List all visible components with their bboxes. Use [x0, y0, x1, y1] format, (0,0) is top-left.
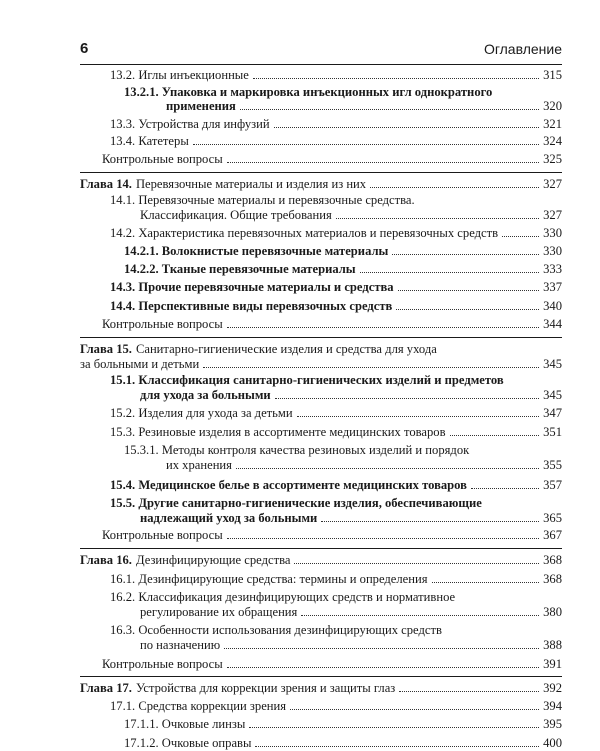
toc-page-number: 367 [543, 528, 562, 543]
toc-entry-title: 17.1.2. Очковые оправы [124, 735, 252, 750]
toc-entry-title: Дезинфицирующие средства [135, 553, 291, 568]
toc-page-number: 400 [543, 735, 562, 750]
dot-leader [224, 648, 539, 649]
dot-leader [290, 709, 539, 710]
toc-entry-title: Классификация. Общие требования [140, 207, 332, 222]
chapter-label: Глава 14. [80, 176, 132, 191]
dot-leader [301, 615, 539, 616]
toc-entry-title: Устройства для коррекции зрения и защиты глаз [135, 681, 396, 696]
toc-entry-line [110, 226, 562, 241]
toc-chapter-entry[interactable] [80, 681, 562, 696]
toc-entry-line [124, 458, 562, 473]
toc-entry-line [124, 262, 562, 277]
toc-entry-title: по назначению [140, 638, 221, 652]
toc-entry-line [110, 299, 562, 314]
toc-page-number: 394 [543, 698, 562, 713]
toc-page-number: 368 [543, 553, 562, 568]
toc-entry-title: Контрольные вопросы [102, 528, 223, 543]
toc-entry-line [102, 528, 562, 543]
toc-entry-line [110, 478, 562, 493]
toc-entry-line [110, 280, 562, 295]
toc-entry-title: 15.2. Изделия для ухода за детьми [110, 406, 293, 421]
toc-entry-line [110, 406, 562, 421]
toc-entry[interactable] [80, 496, 562, 525]
chapter-separator [80, 337, 562, 338]
toc-entry[interactable] [80, 280, 562, 295]
toc-entry-title: Санитарно-гигиенические изделия и средства для ухода [135, 341, 437, 356]
toc-entry-line [110, 373, 562, 388]
toc-entry-line [80, 357, 562, 372]
toc-entry-title: применения [166, 99, 236, 114]
dot-leader [399, 691, 539, 692]
toc-page-number: 351 [543, 424, 562, 439]
chapter-label: Глава 17. [80, 681, 132, 696]
dot-leader [236, 468, 539, 469]
toc-entry-title: Перевязочные материалы и изделия из них [135, 176, 367, 191]
toc-entry-title: 13.4. Катетеры [110, 134, 189, 149]
toc-entry-title: 15.5. Другие санитарно-гигиенические изделия, обеспечивающие [110, 496, 482, 511]
toc-page-number: 395 [543, 717, 562, 732]
toc-entry-line [110, 605, 562, 620]
toc-entry[interactable] [80, 299, 562, 314]
toc-entry-title: 14.2. Характеристика перевязочных материалов и перевязочных средств [110, 226, 499, 241]
toc-entry-title: 15.1. Классификация санитарно-гигиенических изделий и предметов [110, 373, 504, 388]
toc-entry-title: 14.1. Перевязочные материалы и перевязочные средства. [110, 193, 415, 208]
toc-entry-line [110, 638, 562, 653]
dot-leader [471, 488, 539, 489]
dot-leader [392, 254, 539, 255]
toc-entry-title: 13.3. Устройства для инфузий [110, 116, 270, 131]
toc-entry-line [110, 388, 562, 403]
dot-leader [360, 272, 539, 273]
toc-page-number: 391 [543, 656, 562, 671]
toc-page-number: 392 [543, 681, 562, 696]
toc-entry[interactable] [80, 443, 562, 472]
toc-entry[interactable] [80, 406, 562, 421]
toc-entry-title: Контрольные вопросы [102, 317, 223, 332]
toc-entry[interactable] [80, 134, 562, 149]
toc-entry-line [124, 736, 562, 751]
dot-leader [275, 398, 539, 399]
toc-page-number: 324 [543, 134, 562, 149]
toc-entry-line [80, 177, 562, 192]
toc-entry[interactable] [80, 68, 562, 83]
toc-entry-title: 14.3. Прочие перевязочные материалы и средства [110, 280, 394, 295]
chapter-separator [80, 172, 562, 173]
toc-chapter-entry[interactable] [80, 177, 562, 192]
toc-entry-line [124, 244, 562, 259]
dot-leader [193, 144, 539, 145]
toc-entry-title: 16.2. Классификация дезинфицирующих средств и нормативное [110, 590, 456, 605]
dot-leader [398, 290, 540, 291]
toc-entry[interactable] [80, 572, 562, 587]
toc-entry-title: Контрольные вопросы [102, 151, 223, 166]
toc-entry-title: 13.2.1. Упаковка и маркировка инъекционных игл однократного [124, 84, 493, 99]
dot-leader [321, 521, 539, 522]
dot-leader [297, 416, 539, 417]
toc-entry-line [110, 572, 562, 587]
toc-page-number: 327 [543, 176, 562, 191]
toc-entry-title: 16.1. Дезинфицирующие средства: термины и определения [110, 571, 428, 586]
toc-page-number: 320 [543, 99, 562, 114]
page-header [80, 40, 562, 65]
toc-entry[interactable] [80, 152, 562, 167]
toc-page-number: 347 [543, 406, 562, 421]
toc-entry[interactable] [80, 262, 562, 277]
toc-entry[interactable] [80, 590, 562, 619]
toc-entry-title: 14.2.1. Волокнистые перевязочные материалы [124, 243, 389, 258]
toc-page-number: 345 [543, 387, 562, 402]
toc-entry-title: Контрольные вопросы [102, 656, 223, 671]
toc-page-number: 355 [543, 458, 562, 473]
toc-entry-line [110, 134, 562, 149]
toc-entry-title: за больными и детьми [80, 356, 200, 371]
toc-page-number: 365 [543, 510, 562, 525]
toc-entry-line [80, 342, 562, 357]
toc-page-number: 330 [543, 226, 562, 241]
toc-entry[interactable] [80, 623, 562, 652]
toc-page-number: 337 [543, 280, 562, 295]
toc-entry-line [110, 590, 562, 605]
toc-entry[interactable] [80, 244, 562, 259]
dot-leader [450, 435, 540, 436]
toc-entry-line [124, 717, 562, 732]
dot-leader [336, 218, 539, 219]
toc-entry-line [110, 193, 562, 208]
toc-entry-title: 15.4. Медицинское белье в ассортименте медицинских товаров [110, 477, 467, 492]
toc-entry-title: их хранения [166, 458, 232, 473]
toc-chapter-entry[interactable] [80, 342, 562, 371]
toc-entry-title: регулирование их обращения [140, 604, 298, 619]
toc-entry[interactable] [80, 478, 562, 493]
toc-entry-title: 15.3.1. Методы контроля качества резиновых изделий и порядок [124, 443, 470, 458]
toc-entry-line [102, 317, 562, 332]
toc-entry-line [124, 99, 562, 114]
dot-leader [240, 109, 539, 110]
toc-entry-title: 16.3. Особенности использования дезинфицирующих средств [110, 623, 442, 638]
dot-leader [274, 127, 539, 128]
toc-entry-line [110, 511, 562, 526]
toc-entry[interactable] [80, 425, 562, 440]
toc-entry-line [110, 68, 562, 83]
toc-entry-line [110, 208, 562, 223]
toc-page-number: 321 [543, 116, 562, 131]
toc-entry-title: 15.3. Резиновые изделия в ассортименте медицинских товаров [110, 424, 446, 439]
toc-entry-line [110, 623, 562, 638]
chapter-separator [80, 676, 562, 677]
toc-entry-line [124, 443, 562, 458]
toc-page-number: 325 [543, 151, 562, 166]
toc-entry[interactable] [80, 717, 562, 732]
toc-page-number: 340 [543, 298, 562, 313]
table-of-contents [80, 68, 562, 751]
toc-page-number: 333 [543, 261, 562, 276]
toc-entry-title: 17.1.1. Очковые линзы [124, 717, 246, 732]
dot-leader [227, 327, 539, 328]
toc-entry-line [110, 117, 562, 132]
toc-page-number: 344 [543, 317, 562, 332]
toc-page-number: 315 [543, 68, 562, 82]
toc-entry-line [80, 681, 562, 696]
toc-entry-title: надлежащий уход за больными [140, 510, 318, 525]
toc-entry[interactable] [80, 85, 562, 114]
toc-entry[interactable] [80, 657, 562, 672]
toc-entry-title: 17.1. Средства коррекции зрения [110, 698, 287, 713]
dot-leader [396, 309, 539, 310]
toc-page-number: 368 [543, 571, 562, 586]
dot-leader [227, 162, 539, 163]
toc-entry-title: 13.2. Иглы инъекционные [110, 68, 249, 82]
toc-entry[interactable] [80, 699, 562, 714]
page-number: 6 [80, 40, 89, 57]
dot-leader [294, 563, 539, 564]
dot-leader [255, 746, 539, 747]
dot-leader [249, 727, 539, 728]
toc-page-number: 345 [543, 356, 562, 371]
toc-entry[interactable] [80, 226, 562, 241]
toc-chapter-entry[interactable] [80, 553, 562, 568]
dot-leader [227, 667, 539, 668]
dot-leader [432, 582, 540, 583]
toc-entry[interactable] [80, 317, 562, 332]
toc-entry-line [110, 496, 562, 511]
toc-page-number: 388 [543, 638, 562, 652]
toc-entry-line [80, 553, 562, 568]
toc-page-number: 357 [543, 477, 562, 492]
toc-page-number: 330 [543, 243, 562, 258]
chapter-separator [80, 548, 562, 549]
toc-entry[interactable] [80, 373, 562, 402]
running-head: Оглавление [483, 41, 562, 57]
toc-entry[interactable] [80, 193, 562, 222]
toc-entry-title: 14.2.2. Тканые перевязочные материалы [124, 261, 356, 276]
toc-entry-title: 14.4. Перспективные виды перевязочных средств [110, 298, 393, 313]
toc-page-number: 327 [543, 207, 562, 222]
toc-entry-line [124, 85, 562, 100]
toc-entry[interactable] [80, 117, 562, 132]
dot-leader [370, 187, 539, 188]
dot-leader [253, 78, 539, 79]
chapter-label: Глава 16. [80, 553, 132, 568]
dot-leader [502, 236, 539, 237]
toc-entry[interactable] [80, 736, 562, 751]
dot-leader [203, 367, 539, 368]
dot-leader [227, 538, 539, 539]
toc-entry-line [102, 152, 562, 167]
toc-entry-title: для ухода за больными [140, 387, 271, 402]
chapter-label: Глава 15. [80, 341, 132, 356]
toc-entry-line [102, 657, 562, 672]
toc-entry-line [110, 699, 562, 714]
toc-entry-line [110, 425, 562, 440]
toc-page-number: 380 [543, 604, 562, 619]
toc-entry[interactable] [80, 528, 562, 543]
